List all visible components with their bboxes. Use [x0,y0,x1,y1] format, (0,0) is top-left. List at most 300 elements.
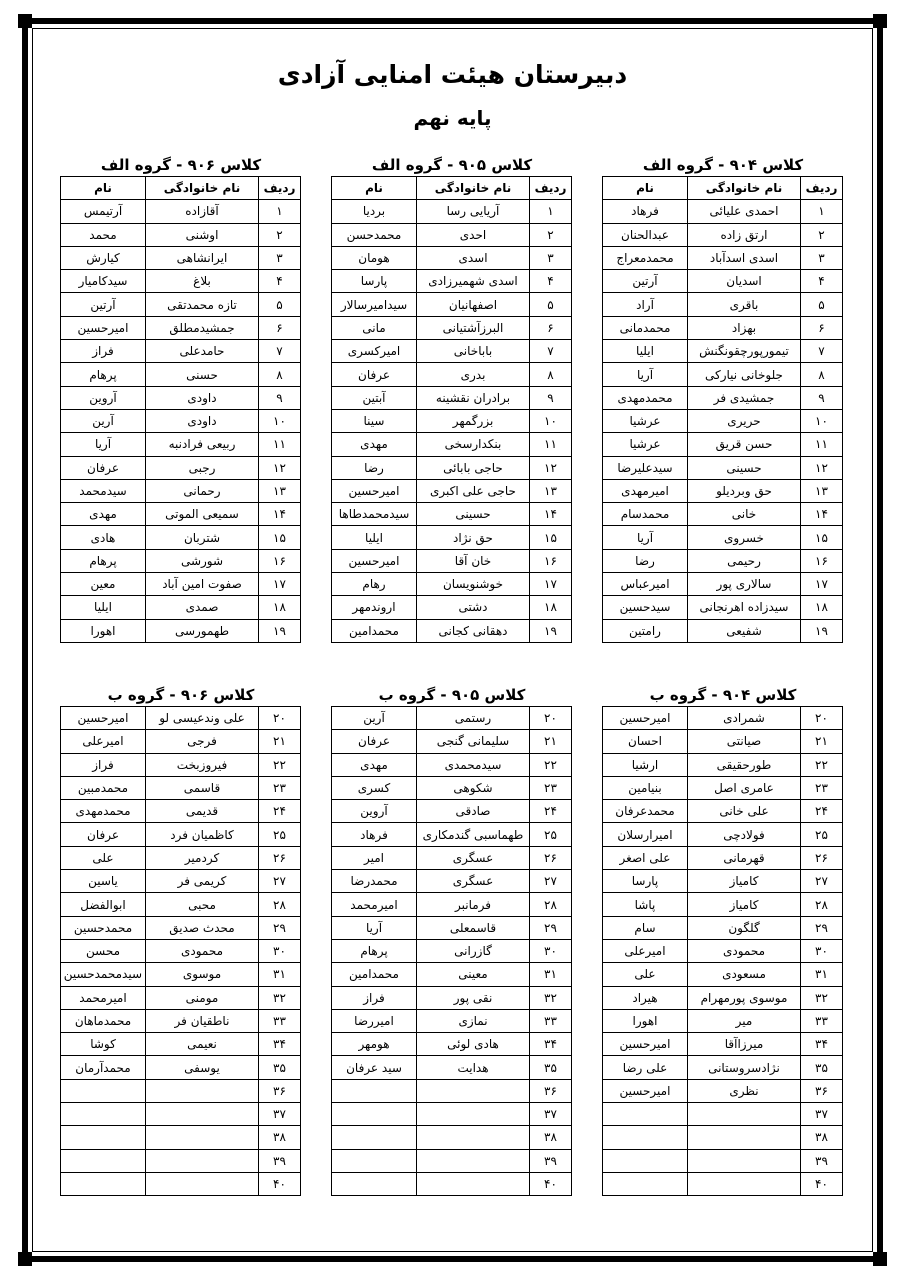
table-row [603,223,843,246]
first-name-cell: امیررضا [332,1009,417,1032]
first-name-cell [332,1172,417,1195]
family-name-cell: عسگری [417,846,530,869]
first-name-cell: پارسا [603,870,688,893]
family-name-cell: رستمی [417,707,530,730]
row-number-cell: ۲۳ [259,776,301,799]
table-row [332,619,572,642]
family-name-cell: سمیعی الموتی [146,503,259,526]
row-number-cell: ۱۴ [801,503,843,526]
family-name-cell: صادقی [417,800,530,823]
first-name-cell: احسان [603,730,688,753]
row-number-cell: ۲۳ [530,776,572,799]
row-number-cell: ۲۱ [801,730,843,753]
row-number-cell: ۳۴ [530,1033,572,1056]
table-row [603,916,843,939]
row-number-cell: ۳۶ [259,1079,301,1102]
table-row [332,363,572,386]
row-number-cell: ۱۲ [801,456,843,479]
row-number-cell: ۳۷ [259,1103,301,1126]
row-number-cell: ۲۶ [801,846,843,869]
table-row [603,270,843,293]
table-row [603,200,843,223]
family-name-cell: صیانتی [688,730,801,753]
row-number-cell: ۱۷ [530,573,572,596]
first-name-cell: محمدحسین [61,916,146,939]
first-name-cell: سید عرفان [332,1056,417,1079]
first-name-cell: بردیا [332,200,417,223]
class-title: کلاس ۹۰۵ - گروه ب [378,686,526,704]
row-number-cell: ۲۶ [259,846,301,869]
table-row [61,596,301,619]
row-number-cell: ۳۵ [530,1056,572,1079]
row-number-cell: ۳۰ [801,939,843,962]
table-row [61,753,301,776]
row-number-cell: ۳۸ [259,1126,301,1149]
table-row [332,939,572,962]
family-name-cell [417,1149,530,1172]
class-title: کلاس ۹۰۶ - گروه الف [100,156,262,174]
row-number-cell: ۱۵ [259,526,301,549]
row-number-cell: ۳ [259,246,301,269]
first-name-cell: محمد [61,223,146,246]
table-row [603,893,843,916]
first-name-cell: فراز [61,340,146,363]
family-name-cell: کامیاز [688,893,801,916]
family-name-cell: علی وندعیسی لو [146,707,259,730]
first-name-cell: پارسا [332,270,417,293]
family-name-cell [688,1103,801,1126]
row-number-cell: ۳۸ [801,1126,843,1149]
family-name-cell: گازرانی [417,939,530,962]
row-number-cell: ۳۹ [530,1149,572,1172]
row-number-cell: ۱۵ [801,526,843,549]
table-row [61,870,301,893]
row-number-cell: ۲۰ [801,707,843,730]
row-number-cell: ۴ [259,270,301,293]
first-name-cell: امیرحسین [603,707,688,730]
table-row [603,870,843,893]
first-name-cell [332,1126,417,1149]
column-header-first-name: نام [603,177,688,200]
row-number-cell: ۱ [801,200,843,223]
first-name-cell: محمدمانی [603,316,688,339]
table-row [603,939,843,962]
table-row [332,1009,572,1032]
first-name-cell: امیرحسین [332,549,417,572]
first-name-cell: امیرمحمد [61,986,146,1009]
row-number-cell: ۳۹ [259,1149,301,1172]
family-name-cell: نقی پور [417,986,530,1009]
first-name-cell: محسن [61,939,146,962]
first-name-cell: سیدعلیرضا [603,456,688,479]
table-row [332,730,572,753]
student-table [60,176,301,643]
table-row [603,707,843,730]
row-number-cell: ۱۰ [259,409,301,432]
first-name-cell: امیرحسین [603,1079,688,1102]
family-name-cell: تازه محمدتقی [146,293,259,316]
table-row [61,1079,301,1102]
table-row [332,573,572,596]
row-number-cell: ۳۵ [801,1056,843,1079]
row-number-cell: ۶ [801,316,843,339]
first-name-cell: کوشا [61,1033,146,1056]
row-number-cell: ۲۹ [801,916,843,939]
family-name-cell: قدیمی [146,800,259,823]
first-name-cell: عرفان [332,730,417,753]
family-name-cell: بزرگمهر [417,409,530,432]
first-name-cell: سیدمحمدحسین [61,963,146,986]
row-number-cell: ۳۳ [801,1009,843,1032]
family-name-cell: حسنی [146,363,259,386]
family-name-cell: رحیمی [688,549,801,572]
row-number-cell: ۲۷ [530,870,572,893]
first-name-cell: فرهاد [603,200,688,223]
table-row [332,456,572,479]
row-number-cell: ۱۹ [530,619,572,642]
first-name-cell: سام [603,916,688,939]
first-name-cell: مهدی [332,753,417,776]
first-name-cell: علی [61,846,146,869]
first-name-cell: یاسین [61,870,146,893]
family-name-cell: حق نژاد [417,526,530,549]
family-name-cell: حسینی [417,503,530,526]
first-name-cell: بنیامین [603,776,688,799]
row-number-cell: ۲۴ [530,800,572,823]
row-number-cell: ۸ [259,363,301,386]
first-name-cell: ایلیا [61,596,146,619]
first-name-cell: رامتین [603,619,688,642]
first-name-cell: رهام [332,573,417,596]
first-name-cell: محمدمهدی [61,800,146,823]
family-name-cell: اوشنی [146,223,259,246]
table-row [332,893,572,916]
first-name-cell: اروندمهر [332,596,417,619]
family-name-cell: داودی [146,386,259,409]
table-row [61,526,301,549]
table-row [603,433,843,456]
family-name-cell: بهزاد [688,316,801,339]
family-name-cell: سالاری پور [688,573,801,596]
family-name-cell: مسعودی [688,963,801,986]
family-name-cell: کریمی فر [146,870,259,893]
table-row [332,1149,572,1172]
row-number-cell: ۲ [801,223,843,246]
family-name-cell: اسدیان [688,270,801,293]
first-name-cell: هادی [61,526,146,549]
family-name-cell [146,1103,259,1126]
row-number-cell: ۱ [259,200,301,223]
family-name-cell: شفیعی [688,619,801,642]
first-name-cell: آروین [332,800,417,823]
table-row [61,386,301,409]
family-name-cell: قهرمانی [688,846,801,869]
class-list [603,154,843,643]
first-name-cell: پرهام [61,363,146,386]
table-row [61,340,301,363]
class-title: کلاس ۹۰۵ - گروه الف [371,156,533,174]
table-row [332,846,572,869]
family-name-cell: موسوی پورمهرام [688,986,801,1009]
table-row [61,409,301,432]
row-number-cell: ۲۸ [801,893,843,916]
column-header-first-name: نام [61,177,146,200]
table-row [603,753,843,776]
table-row [61,573,301,596]
first-name-cell: عرشیا [603,433,688,456]
row-number-cell: ۳۶ [530,1079,572,1102]
first-name-cell: عرفان [332,363,417,386]
first-name-cell: محمدمعراج [603,246,688,269]
table-row [332,963,572,986]
family-name-cell: نمازی [417,1009,530,1032]
first-name-cell: اهورا [61,619,146,642]
first-name-cell: عرفان [61,456,146,479]
row-number-cell: ۲۱ [530,730,572,753]
family-name-cell: فیروزبخت [146,753,259,776]
table-row [332,823,572,846]
family-name-cell: حسن قریق [688,433,801,456]
first-name-cell: آراد [603,293,688,316]
table-row [332,1172,572,1195]
row-number-cell: ۲۸ [259,893,301,916]
table-row [603,246,843,269]
first-name-cell: محمدمبین [61,776,146,799]
first-name-cell: امیرحسین [61,707,146,730]
table-row [61,619,301,642]
table-row [61,200,301,223]
table-row [61,939,301,962]
table-row [332,870,572,893]
row-number-cell: ۲۰ [530,707,572,730]
family-name-cell: بدری [417,363,530,386]
first-name-cell: امیرحسین [332,479,417,502]
table-row [61,223,301,246]
family-name-cell [417,1079,530,1102]
first-name-cell: محمدامین [332,963,417,986]
row-number-cell: ۳۶ [801,1079,843,1102]
row-number-cell: ۲۰ [259,707,301,730]
table-row [603,1079,843,1102]
family-name-cell: محبی [146,893,259,916]
row-number-cell: ۱۱ [801,433,843,456]
table-row [603,1172,843,1195]
family-name-cell: هادی لوئی [417,1033,530,1056]
table-row [332,776,572,799]
row-number-cell: ۱۷ [259,573,301,596]
table-row [61,823,301,846]
first-name-cell: مهدی [61,503,146,526]
table-row [332,1079,572,1102]
family-name-cell: ایرانشاهی [146,246,259,269]
table-row [332,549,572,572]
first-name-cell: مهدی [332,433,417,456]
row-number-cell: ۳ [801,246,843,269]
row-number-cell: ۹ [259,386,301,409]
family-name-cell: ربیعی فرادنبه [146,433,259,456]
class-list [61,154,301,643]
family-name-cell: سیدمحمدی [417,753,530,776]
table-row [332,916,572,939]
table-row [61,270,301,293]
family-name-cell: خسروی [688,526,801,549]
family-name-cell: آقازاده [146,200,259,223]
family-name-cell: فرمانبر [417,893,530,916]
table-row [61,893,301,916]
family-name-cell: نظری [688,1079,801,1102]
first-name-cell: امیرعلی [61,730,146,753]
family-name-cell: اصفهانیان [417,293,530,316]
row-number-cell: ۲۹ [259,916,301,939]
row-number-cell: ۲۲ [259,753,301,776]
student-table [602,176,843,643]
first-name-cell: رضا [332,456,417,479]
table-row [61,316,301,339]
family-name-cell: طهماسبی گندمکاری [417,823,530,846]
first-name-cell [61,1126,146,1149]
table-row [332,433,572,456]
table-row [332,800,572,823]
column-header-row-number: ردیف [530,177,572,200]
row-number-cell: ۱۹ [259,619,301,642]
first-name-cell: آرین [332,707,417,730]
table-row [603,386,843,409]
family-name-cell: حریری [688,409,801,432]
row-number-cell: ۲۲ [530,753,572,776]
row-number-cell: ۴۰ [530,1172,572,1195]
table-row [61,1149,301,1172]
family-name-cell: اسدی [417,246,530,269]
family-name-cell: حاجی بابائی [417,456,530,479]
family-name-cell [146,1149,259,1172]
family-name-cell: عسگری [417,870,530,893]
table-row [603,1103,843,1126]
row-number-cell: ۳۷ [530,1103,572,1126]
family-name-cell: محمودی [688,939,801,962]
first-name-cell: علی اصغر [603,846,688,869]
family-name-cell: صمدی [146,596,259,619]
family-name-cell: باباخانی [417,340,530,363]
first-name-cell: محمدمهدی [603,386,688,409]
family-name-cell: بلاغ [146,270,259,293]
family-name-cell [417,1172,530,1195]
row-number-cell: ۲۷ [259,870,301,893]
first-name-cell [332,1079,417,1102]
family-name-cell: حسینی [688,456,801,479]
class-list [61,684,301,1196]
row-number-cell: ۲۶ [530,846,572,869]
column-header-family-name: نام خانوادگی [417,177,530,200]
page-title: دبیرستان هیئت امنایی آزادی [277,60,628,89]
family-name-cell: داودی [146,409,259,432]
first-name-cell [603,1172,688,1195]
row-number-cell: ۲۹ [530,916,572,939]
first-name-cell: پاشا [603,893,688,916]
table-row [332,270,572,293]
row-number-cell: ۱۳ [259,479,301,502]
row-number-cell: ۴ [530,270,572,293]
row-number-cell: ۲۳ [801,776,843,799]
family-name-cell: جلوخانی نیارکی [688,363,801,386]
row-number-cell: ۸ [530,363,572,386]
row-number-cell: ۶ [530,316,572,339]
class-title: کلاس ۹۰۴ - گروه الف [642,156,804,174]
first-name-cell: امیرحسین [603,1033,688,1056]
first-name-cell: سینا [332,409,417,432]
corner-ornament [18,14,32,28]
row-number-cell: ۳۲ [259,986,301,1009]
first-name-cell: عرشیا [603,409,688,432]
table-row [332,223,572,246]
first-name-cell: ارشیا [603,753,688,776]
first-name-cell: سیدحسین [603,596,688,619]
row-number-cell: ۱۹ [801,619,843,642]
class-list [332,154,572,643]
row-number-cell: ۲۵ [801,823,843,846]
row-number-cell: ۷ [530,340,572,363]
table-row [603,573,843,596]
family-name-cell: یوسفی [146,1056,259,1079]
first-name-cell: علی [603,963,688,986]
table-row [603,1033,843,1056]
table-row [603,549,843,572]
first-name-cell: پرهام [332,939,417,962]
family-name-cell [688,1126,801,1149]
row-number-cell: ۱۱ [530,433,572,456]
table-row [332,986,572,1009]
family-name-cell: کامیاز [688,870,801,893]
student-table [602,706,843,1196]
row-number-cell: ۳۱ [801,963,843,986]
table-row [61,503,301,526]
row-number-cell: ۱۶ [259,549,301,572]
row-number-cell: ۲۱ [259,730,301,753]
first-name-cell: سیدکامیار [61,270,146,293]
first-name-cell [332,1103,417,1126]
first-name-cell: محمدماهان [61,1009,146,1032]
first-name-cell: کیارش [61,246,146,269]
table-row [603,1009,843,1032]
row-number-cell: ۳۳ [530,1009,572,1032]
family-name-cell: هدایت [417,1056,530,1079]
table-row [332,753,572,776]
family-name-cell [688,1172,801,1195]
student-table [331,706,572,1196]
table-row [61,963,301,986]
column-header-row-number: ردیف [259,177,301,200]
column-header-family-name: نام خانوادگی [146,177,259,200]
family-name-cell: حاجی علی اکبری [417,479,530,502]
family-name-cell: قاسمی [146,776,259,799]
first-name-cell: عرفان [61,823,146,846]
table-row [603,776,843,799]
row-number-cell: ۶ [259,316,301,339]
first-name-cell: عبدالحنان [603,223,688,246]
row-number-cell: ۳۰ [530,939,572,962]
family-name-cell: محدث صدیق [146,916,259,939]
family-name-cell: شتربان [146,526,259,549]
table-row [603,986,843,1009]
table-row [603,1149,843,1172]
first-name-cell: آروین [61,386,146,409]
family-name-cell: آریایی رسا [417,200,530,223]
family-name-cell: احدی [417,223,530,246]
row-number-cell: ۳۱ [530,963,572,986]
family-name-cell: میرزاآقا [688,1033,801,1056]
family-name-cell: فرجی [146,730,259,753]
table-row [61,1009,301,1032]
table-row [603,800,843,823]
